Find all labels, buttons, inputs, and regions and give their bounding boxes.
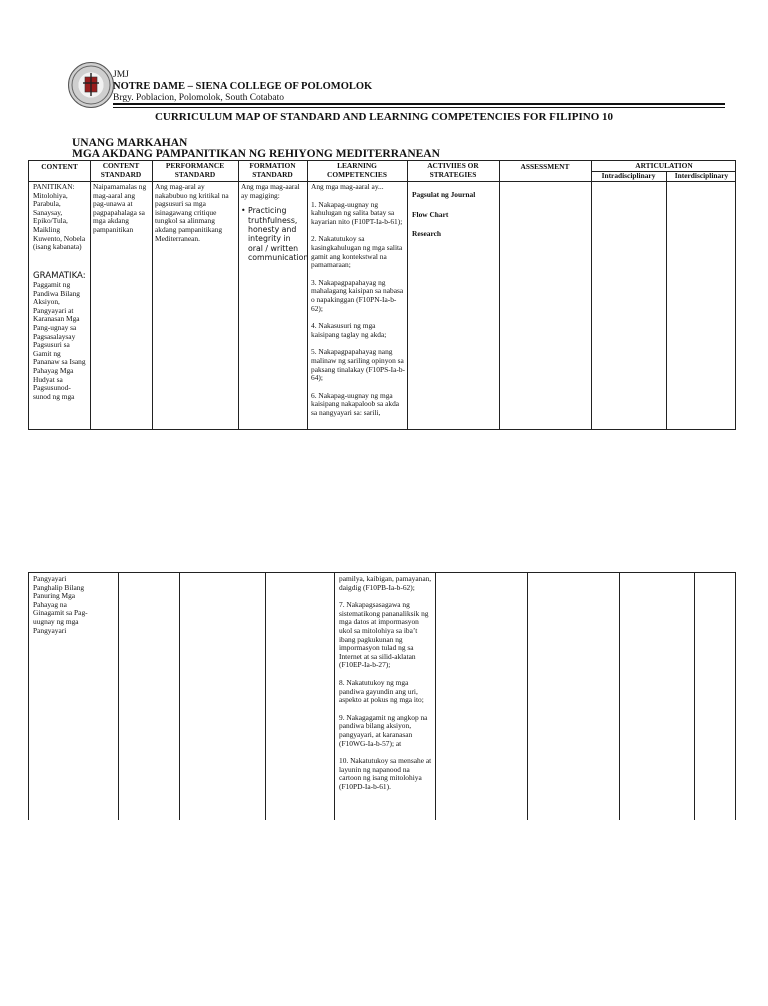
competency-item: 7. Nakapagsasagawa ng sistematikong pananaliksik ng mga datos at impormasyon ukol sa mitolohiya sa iba’t ibang pagkukunan ng impormasyon tulad ng sa Internet at sa silid-aklatan (F10EP-Ia-b-27);: [339, 600, 429, 670]
competency-item: 5. Nakapagpapahayag nang malinaw ng sariling opinyon sa paksang tinalakay (F10PS-Ia-b-64);: [311, 347, 406, 383]
content-standard-text: Naipamamalas ng mag-aaral ang pag-unawa at pagpapahalaga sa mga akdang pampanitikan: [93, 182, 147, 234]
formation-intro: Ang mga mag-aaral ay magiging:: [241, 182, 300, 200]
competency-item: pamilya, kaibigan, pamayanan, daigdig (F10PB-Ia-b-62);: [339, 574, 432, 592]
learning-competencies-continued: [339, 575, 433, 791]
activity-item: Flow Chart: [412, 209, 449, 219]
content-panitikan: PANITIKAN: Mitolohiya, Parabula, Sanaysay, Epiko/Tula, Maikling Kuwento, Nobela (isang kabanata): [33, 182, 86, 252]
document-title: CURRICULUM MAP OF STANDARD AND LEARNING COMPETENCIES FOR FILIPINO 10: [154, 111, 614, 123]
lc-intro: Ang mga mag-aaral ay...: [311, 182, 384, 191]
col-header-formation-standard: FORMATION STANDARD: [249, 161, 296, 179]
col-header-intradisciplinary: Intradisciplinary: [601, 171, 656, 180]
competency-item: 4. Nakasusuri ng mga kaisipang taglay ng akda;: [311, 321, 387, 339]
content-gramatika: [33, 271, 88, 401]
school-seal-logo: [68, 62, 114, 108]
learning-competencies-list: [311, 183, 405, 417]
activity-item: Research: [412, 229, 442, 239]
col-header-content: CONTENT: [41, 162, 78, 171]
section-subtitle: MGA AKDANG PAMPANITIKAN NG REHIYONG MEDITERRANEAN: [72, 148, 440, 160]
col-header-articulation: ARTICULATION: [635, 161, 693, 170]
competency-item: 8. Nakatutukoy ng mga pandiwa gayundin ang uri, aspekto at pokus ng mga ito;: [339, 677, 424, 705]
col-header-interdisciplinary: Interdisciplinary: [674, 171, 729, 180]
competency-item: 1. Nakapag-uugnay ng kahulugan ng salita batay sa kayarian nito (F10PT-Ia-b-61);: [311, 199, 403, 226]
col-header-assessment: ASSESSMENT: [520, 162, 570, 171]
col-header-learning-competencies: LEARNING COMPETENCIES: [327, 161, 387, 179]
header-jmj: JMJ: [113, 70, 129, 80]
school-name: NOTRE DAME – SIENA COLLEGE OF POLOMOLOK: [113, 81, 373, 92]
competency-item: 3. Nakapagpapahayag ng mahalagang kaisipan sa nabasa o napakinggan (F10PN-Ia-b-62);: [311, 277, 404, 313]
col-header-activities: ACTIVIIES OR STRATEGIES: [427, 161, 479, 179]
header-rule-thick: [113, 103, 725, 105]
seal-icon: [69, 63, 113, 107]
content-continued: Pangyayari Panghalip Bilang Panuring Mga Pahayag na Ginagamit sa Pag-uugnay ng mga Pangyayari: [33, 574, 88, 635]
performance-standard-text: Ang mag-aral ay nakabubuo ng kritikal na pagsusuri sa mga isinagawang critique tungkol sa alinmang akdang pampanitikang Mediterranean.: [155, 182, 229, 243]
competency-item: 2. Nakatutukoy sa kasingkahulugan ng mga salita gamit ang kontekstwal na pamamaraan;: [311, 234, 403, 270]
formation-standard: [241, 182, 309, 263]
gramatika-text: Paggamit ng Pandiwa Bilang Aksiyon, Pangyayari at Karanasan Mga Pang-ugnay sa Pagsasalaysay Pagsusuri sa Gamit ng Pananaw sa Isang Pahayag Mga Hudyat sa Pagsusunod-sunod ng mga: [33, 280, 86, 401]
header-rule-thin: [113, 107, 725, 108]
curriculum-table-page1: [28, 160, 736, 430]
curriculum-table-page2: [28, 572, 736, 820]
gramatika-label: GRAMATIKA:: [33, 271, 86, 281]
school-address: Brgy. Poblacion, Polomolok, South Cotabato: [113, 93, 285, 103]
col-header-performance-standard: PERFORMANCE STANDARD: [165, 161, 225, 179]
competency-item: 10. Nakatutukoy sa mensahe at layunin ng napanood na cartoon ng isang mitolohiya (F10PD-Ia-b-61).: [339, 756, 432, 791]
competency-item: 6. Nakapag-uugnay ng mga kaisipang nakapaloob sa akda sa nangyayari sa: sarili,: [311, 390, 400, 417]
competency-item: 9. Nakagagamit ng angkop na pandiwa bilang aksiyon, pangyayari, at karanasan (F10WG-Ia-b-57); at: [339, 712, 428, 748]
quarter-title: UNANG MARKAHAN: [72, 137, 188, 149]
activities-list: [412, 191, 497, 239]
col-header-content-standard: CONTENT STANDARD: [100, 161, 142, 179]
activity-item: Pagsulat ng Journal: [412, 190, 476, 199]
formation-bullet: • Practicing truthfulness, honesty and integrity in oral / written communication: [248, 206, 305, 262]
